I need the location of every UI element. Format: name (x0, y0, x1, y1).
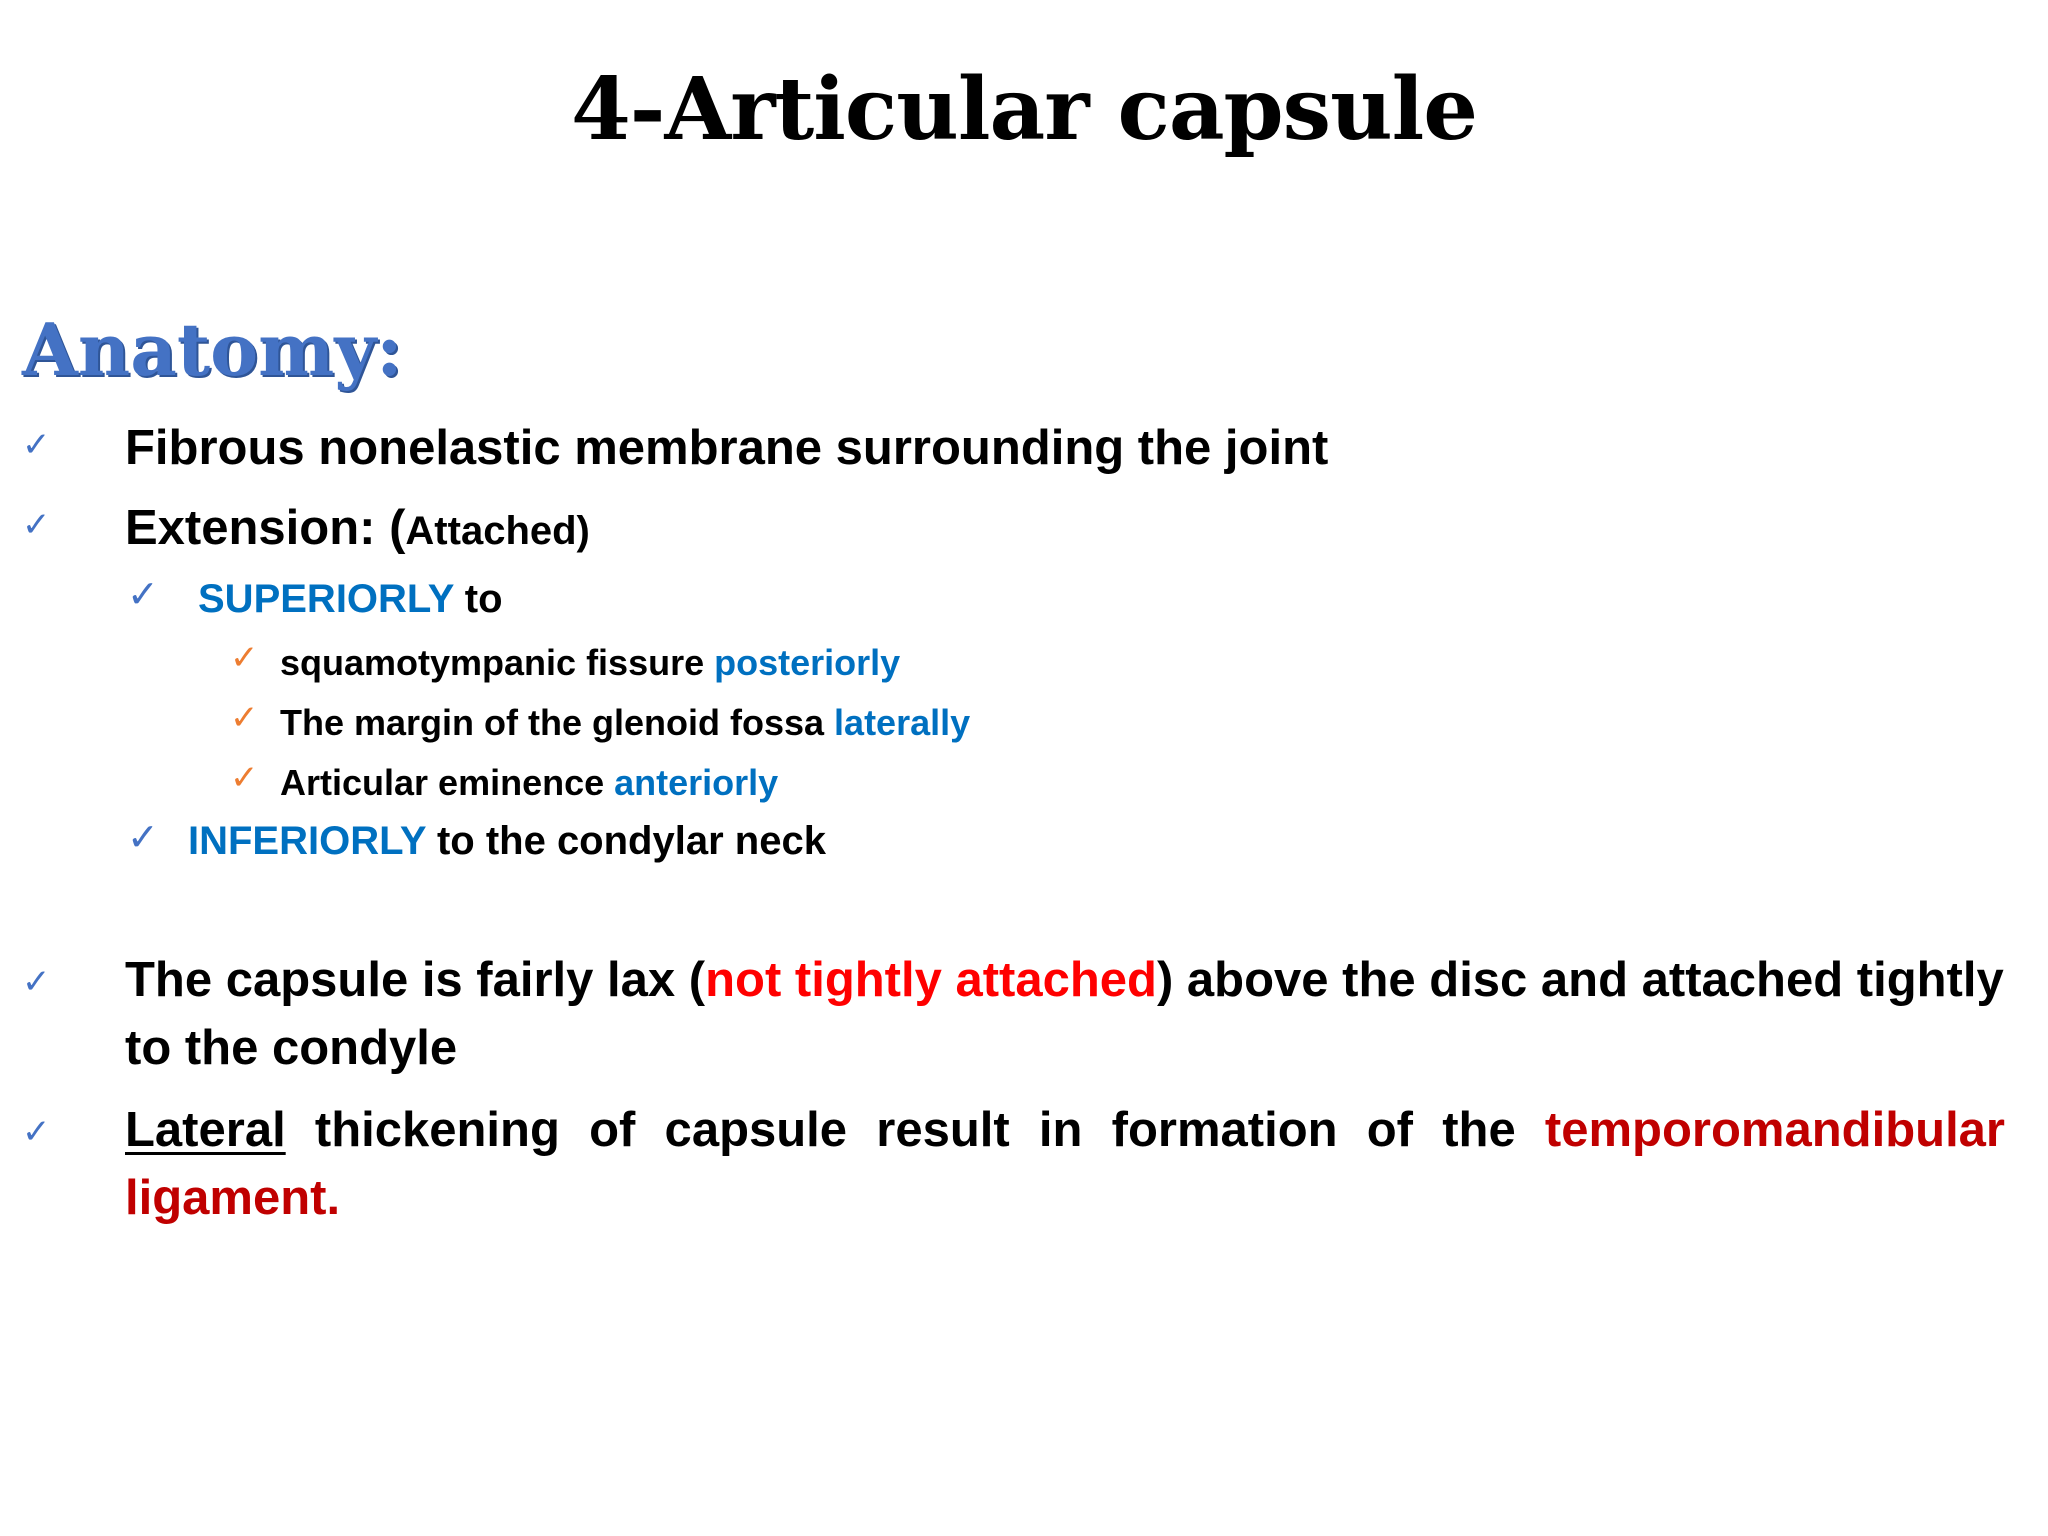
attachment-item (280, 640, 900, 686)
attachment-item (280, 700, 970, 746)
checkmark-icon: ✓ (127, 572, 159, 616)
bullet-text: Extension: ( (125, 501, 406, 555)
attachment-direction: laterally (834, 702, 971, 743)
slide-title: 4-Articular capsule (570, 59, 1478, 160)
checkmark-icon: ✓ (22, 1112, 51, 1152)
bullet-text: ) above the disc and attached tightly to the condyle (125, 953, 2004, 1075)
bullet-fibrous-membrane (125, 418, 1328, 478)
direction-label: SUPERIORLY (198, 577, 454, 621)
bullet-text-small: Attached) (405, 509, 590, 553)
checkmark-icon: ✓ (230, 698, 259, 738)
checkmark-icon: ✓ (127, 815, 159, 859)
highlight-text: not tightly attached (705, 953, 1157, 1007)
sub-bullet-text: to the condylar neck (425, 819, 826, 863)
bullet-text: The capsule is fairly lax ( (125, 953, 706, 1007)
bullet-capsule-lax (125, 946, 2005, 1082)
checkmark-icon: ✓ (230, 638, 259, 678)
bullet-lateral-thickening (125, 1096, 2005, 1232)
attachment-text: Articular eminence (280, 762, 615, 803)
direction-label: INFERIORLY (188, 819, 426, 863)
underlined-text: Lateral (125, 1103, 286, 1157)
highlight-text: temporomandibular ligament. (125, 1103, 2005, 1225)
attachment-text: squamotympanic fissure (280, 642, 715, 683)
section-heading-anatomy: Anatomy: (22, 307, 403, 392)
checkmark-icon: ✓ (230, 758, 259, 798)
attachment-direction: anteriorly (614, 762, 779, 803)
checkmark-icon: ✓ (22, 505, 51, 545)
attachment-text: The margin of the glenoid fossa (280, 702, 835, 743)
attachment-direction: posteriorly (714, 642, 901, 683)
bullet-extension (125, 498, 590, 561)
sub-bullet-text: to (453, 577, 503, 621)
sub-bullet-superiorly (198, 574, 503, 624)
checkmark-icon: ✓ (22, 425, 51, 465)
bullet-text: thickening of capsule result in formation of the (285, 1103, 1545, 1157)
attachment-item (280, 760, 778, 806)
sub-bullet-inferiorly (188, 816, 826, 866)
bullet-text: Fibrous nonelastic membrane surrounding the joint (125, 421, 1329, 475)
checkmark-icon: ✓ (22, 962, 51, 1002)
